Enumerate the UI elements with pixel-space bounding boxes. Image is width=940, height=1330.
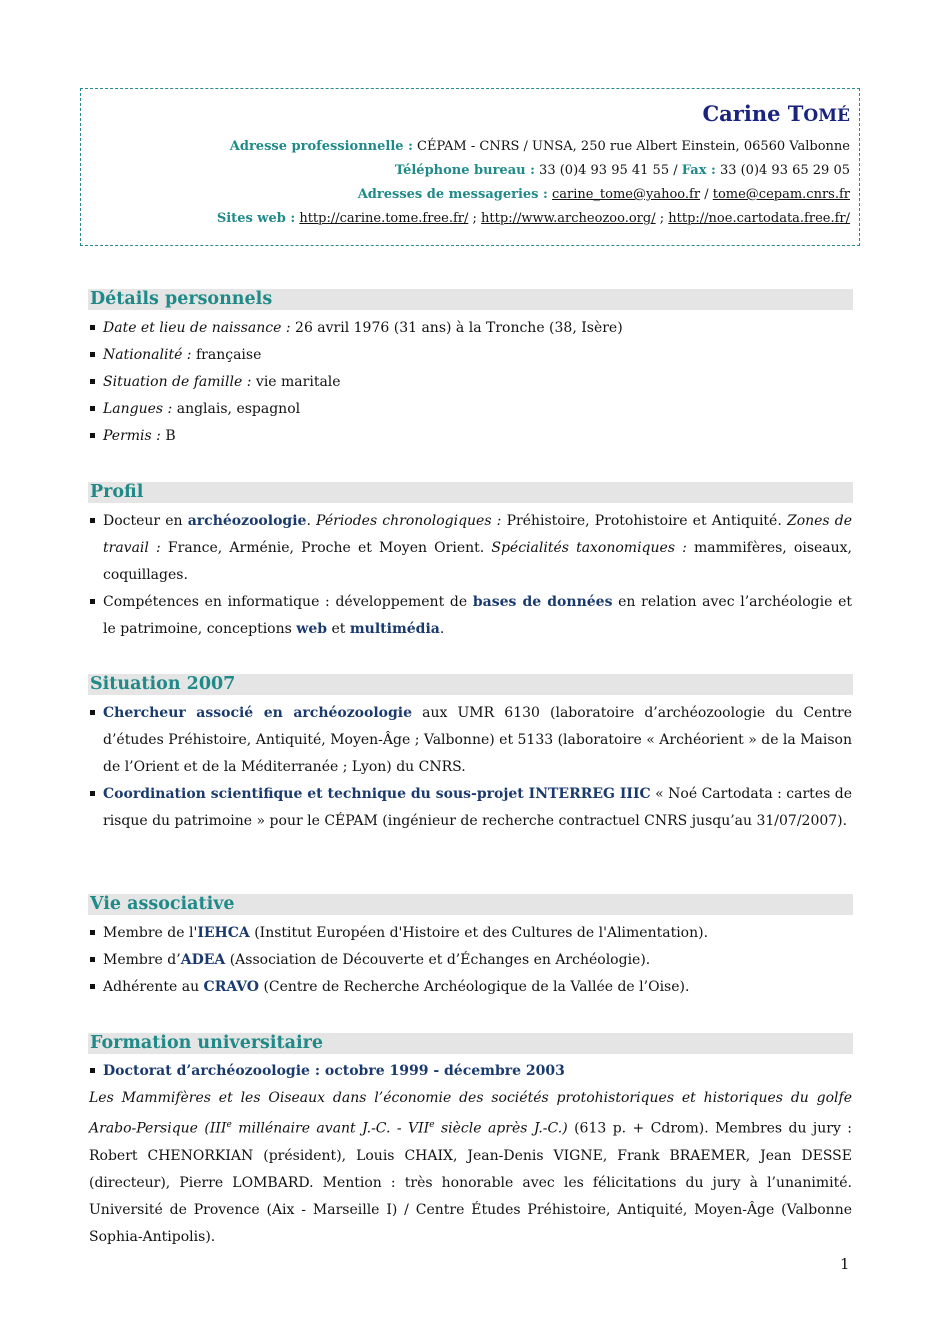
section-title-situation: Situation 2007 bbox=[88, 674, 853, 695]
keyword: Coordination scientifique et technique du sous-projet INTERREG IIIC bbox=[103, 786, 651, 802]
text-run: et bbox=[331, 621, 346, 637]
item-label: Permis : bbox=[103, 428, 161, 444]
text-run: Adhérente au bbox=[103, 979, 200, 995]
page-number: 1 bbox=[840, 1255, 850, 1273]
text-run: « Noé Cartodata : cartes de risque du patrimoine » pour le CÉPAM (ingénieur de recherche contractuel CNRS jusqu’au 31/07/2007). bbox=[103, 786, 852, 829]
text-run: (Centre de Recherche Archéologique de la Vallée de l’Oise). bbox=[263, 979, 690, 995]
text-run: Compétences en informatique : développement de bbox=[103, 594, 468, 610]
text-run: Docteur en bbox=[103, 513, 183, 529]
bullet-icon bbox=[90, 1068, 95, 1073]
bullet-icon bbox=[90, 433, 95, 438]
text-run: millénaire avant J.-C. - VII bbox=[231, 1120, 430, 1137]
web-separator: ; bbox=[659, 211, 665, 226]
superscript: e bbox=[226, 1120, 232, 1130]
superscript: e bbox=[429, 1120, 435, 1130]
bullet-icon bbox=[90, 710, 95, 715]
fax-label: Fax : bbox=[681, 163, 716, 178]
bullet-icon bbox=[90, 957, 95, 962]
details-list bbox=[90, 315, 852, 450]
phone-value: 33 (0)4 93 95 41 55 / bbox=[539, 163, 678, 178]
bullet-icon bbox=[90, 599, 95, 604]
list-item bbox=[90, 947, 852, 974]
list-item bbox=[90, 396, 852, 423]
list-item bbox=[90, 920, 852, 947]
last-name-rest: OMÉ bbox=[803, 106, 850, 126]
list-item bbox=[90, 423, 852, 450]
item-label: Nationalité : bbox=[103, 347, 192, 363]
list-item bbox=[90, 974, 852, 1001]
web-link-cartodata[interactable]: http://noe.cartodata.free.fr/ bbox=[668, 211, 850, 226]
fax-value: 33 (0)4 93 65 29 05 bbox=[719, 163, 850, 178]
item-value: 26 avril 1976 (31 ans) à la Tronche (38, Isère) bbox=[295, 320, 623, 336]
item-value: B bbox=[165, 428, 176, 444]
thesis-paragraph bbox=[89, 1085, 852, 1251]
list-item bbox=[90, 508, 852, 589]
text-run: . bbox=[306, 513, 311, 529]
text-run: siècle après J.-C.) bbox=[434, 1120, 568, 1137]
text-run: (Institut Européen d'Histoire et des Cultures de l'Alimentation). bbox=[254, 925, 709, 941]
item-label: Spécialités taxonomiques : bbox=[491, 540, 687, 556]
address-value: CÉPAM - CNRS / UNSA, 250 rue Albert Einstein, 06560 Valbonne bbox=[417, 139, 850, 154]
keyword: multimédia bbox=[349, 621, 440, 637]
list-item bbox=[90, 589, 852, 643]
text-run: Membre d’ bbox=[103, 952, 181, 968]
doctorat-title: Doctorat d’archéozoologie : octobre 1999 - décembre 2003 bbox=[103, 1063, 565, 1079]
item-label: Situation de famille : bbox=[103, 374, 252, 390]
person-name bbox=[702, 101, 850, 126]
text-run: Préhistoire, Protohistoire et Antiquité. bbox=[506, 513, 782, 529]
keyword: Chercheur associé en archéozoologie bbox=[103, 705, 413, 721]
list-item bbox=[90, 369, 852, 396]
text-run: France, Arménie, Proche et Moyen Orient. bbox=[167, 540, 485, 556]
item-label: Zones de travail : bbox=[103, 513, 853, 556]
section-title-vie-associative: Vie associative bbox=[88, 894, 853, 915]
situation-list bbox=[90, 700, 852, 835]
keyword: archéozoologie bbox=[187, 513, 307, 529]
phone-line bbox=[395, 163, 850, 178]
text-run: (613 p. + Cdrom). Membres du jury : Robert CHENORKIAN (président), Louis CHAIX, Jean-Denis VIGNE, Frank BRAEMER, Jean DESSE (directeur), Pierre LOMBARD. Mention : très honorable avec les félicitations du jury à l’unanimité. Université de Provence (Aix - Marseille I) / Centre Études Préhistoire, Antiquité, Moyen-Âge (Valbonne Sophia-Antipolis). bbox=[89, 1120, 853, 1245]
formation-list bbox=[90, 1058, 852, 1085]
item-value: française bbox=[195, 347, 262, 363]
address-line bbox=[230, 139, 850, 154]
text-run: (Association de Découverte et d’Échanges en Archéologie). bbox=[229, 952, 651, 968]
keyword: IEHCA bbox=[197, 925, 250, 941]
email-separator: / bbox=[704, 187, 709, 202]
contact-box bbox=[80, 88, 860, 246]
text-run: mammifères, oiseaux, coquillages. bbox=[103, 540, 852, 583]
profil-list bbox=[90, 508, 852, 643]
item-label: Périodes chronologiques : bbox=[316, 513, 502, 529]
item-label: Langues : bbox=[103, 401, 173, 417]
bullet-icon bbox=[90, 518, 95, 523]
bullet-icon bbox=[90, 984, 95, 989]
list-item bbox=[90, 315, 852, 342]
list-item bbox=[90, 781, 852, 835]
keyword: bases de données bbox=[472, 594, 613, 610]
bullet-icon bbox=[90, 930, 95, 935]
section-title-formation: Formation universitaire bbox=[88, 1033, 853, 1054]
text-run: Les Mammifères et les Oiseaux dans l’économie des sociétés protohistoriques et historiques du golfe Arabo-Persique (III bbox=[89, 1090, 852, 1137]
email-line bbox=[358, 187, 850, 202]
phone-label: Téléphone bureau : bbox=[394, 163, 535, 178]
email-link-cepam[interactable]: tome@cepam.cnrs.fr bbox=[712, 187, 850, 202]
email-label: Adresses de messageries : bbox=[357, 187, 548, 202]
vie-list bbox=[90, 920, 852, 1001]
keyword: CRAVO bbox=[203, 979, 259, 995]
keyword: ADEA bbox=[180, 952, 226, 968]
address-label: Adresse professionnelle : bbox=[229, 139, 413, 154]
web-label: Sites web : bbox=[216, 211, 296, 226]
list-item bbox=[90, 700, 852, 781]
email-link-yahoo[interactable]: carine_tome@yahoo.fr bbox=[551, 187, 701, 202]
web-link-archeozoo[interactable]: http://www.archeozoo.org/ bbox=[481, 211, 656, 226]
bullet-icon bbox=[90, 406, 95, 411]
web-line bbox=[217, 211, 850, 226]
text-run: . bbox=[439, 621, 445, 637]
bullet-icon bbox=[90, 325, 95, 330]
bullet-icon bbox=[90, 352, 95, 357]
section-title-profil: Profil bbox=[88, 482, 853, 503]
list-item bbox=[90, 342, 852, 369]
bullet-icon bbox=[90, 791, 95, 796]
bullet-icon bbox=[90, 379, 95, 384]
web-link-personal[interactable]: http://carine.tome.free.fr/ bbox=[299, 211, 469, 226]
list-item bbox=[90, 1058, 852, 1085]
item-label: Date et lieu de naissance : bbox=[103, 320, 291, 336]
section-title-details: Détails personnels bbox=[88, 289, 853, 310]
item-value: anglais, espagnol bbox=[176, 401, 301, 417]
first-name: Carine bbox=[702, 101, 781, 126]
text-run: Membre de l' bbox=[103, 925, 198, 941]
item-value: vie maritale bbox=[255, 374, 341, 390]
text-run: aux UMR 6130 (laboratoire d’archéozoologie du Centre d’études Préhistoire, Antiquité, Moyen-Âge ; Valbonne) et 5133 (laboratoire « Archéorient » de la Maison de l’Orient et de la Méditerranée ; Lyon) du CNRS. bbox=[103, 705, 853, 775]
keyword: web bbox=[296, 621, 328, 637]
text-run: en relation avec l’archéologie et le patrimoine, conceptions bbox=[103, 594, 852, 637]
web-separator: ; bbox=[472, 211, 477, 226]
last-name-initial: T bbox=[787, 101, 804, 126]
